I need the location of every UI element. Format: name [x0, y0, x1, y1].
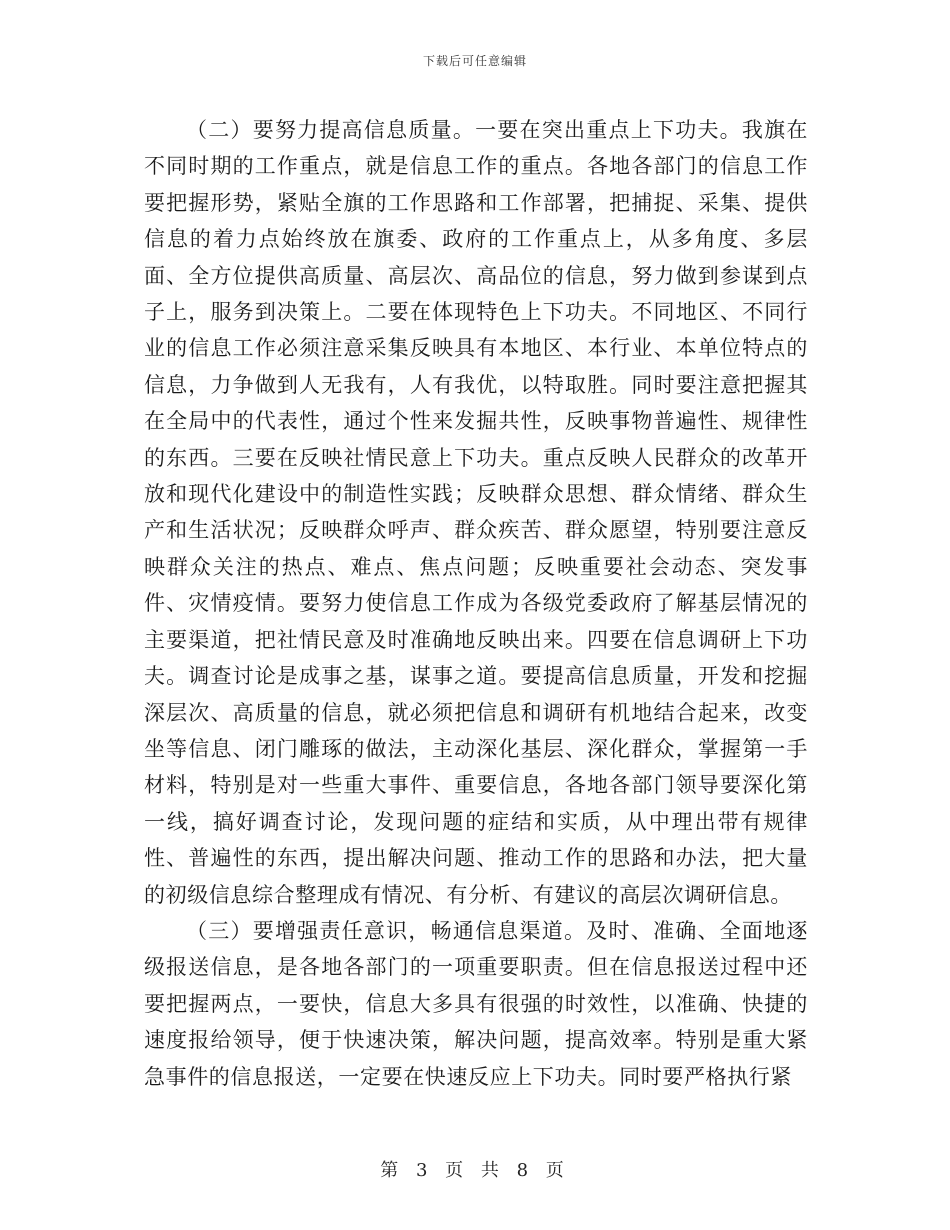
document-body	[144, 112, 808, 1095]
page-number: 第 3 页 共 8 页	[380, 1160, 570, 1181]
paragraph-section-three: （三）要增强责任意识，畅通信息渠道。及时、准确、全面地逐级报送信息，是各地各部门的一项重要职责。但在信息报送过程中还要把握两点，一要快，信息大多具有很强的时效性，以准确、快捷的速度报给领导，便于快速决策，解决问题，提高效率。特别是重大紧急事件的信息报送，一定要在快速反应上下功夫。同时要严格执行紧	[144, 918, 808, 1089]
paragraph-section-two: （二）要努力提高信息质量。一要在突出重点上下功夫。我旗在不同时期的工作重点，就是信息工作的重点。各地各部门的信息工作要把握形势，紧贴全旗的工作思路和工作部署，把捕捉、采集、提供信息的着力点始终放在旗委、政府的工作重点上，从多角度、多层面、全方位提供高质量、高层次、高品位的信息，努力做到参谋到点子上，服务到决策上。二要在体现特色上下功夫。不同地区、不同行业的信息工作必须注意采集反映具有本地区、本行业、本单位特点的信息，力争做到人无我有，人有我优，以特取胜。同时要注意把握其在全局中的代表性，通过个性来发掘共性，反映事物普遍性、规律性的东西。三要在反映社情民意上下功夫。重点反映人民群众的改革开放和现代化建设中的制造性实践；反映群众思想、群众情绪、群众生产和生活状况；反映群众呼声、群众疾苦、群众愿望，特别要注意反映群众关注的热点、难点、焦点问题；反映重要社会动态、突发事件、灾情疫情。要努力使信息工作成为各级党委政府了解基层情况的主要渠道，把社情民意及时准确地反映出来。四要在信息调研上下功夫。调查讨论是成事之基，谋事之道。要提高信息质量，开发和挖掘深层次、高质量的信息，就必须把信息和调研有机地结合起来，改变坐等信息、闭门雕琢的做法，主动深化基层、深化群众，掌握第一手材料，特别是对一些重大事件、重要信息，各地各部门领导要深化第一线，搞好调查讨论，发现问题的症结和实质，从中理出带有规律性、普遍性的东西，提出解决问题、推动工作的思路和办法，把大量的初级信息综合整理成有情况、有分析、有建议的高层次调研信息。	[144, 118, 808, 907]
header-note: 下载后可任意编辑	[422, 54, 527, 68]
